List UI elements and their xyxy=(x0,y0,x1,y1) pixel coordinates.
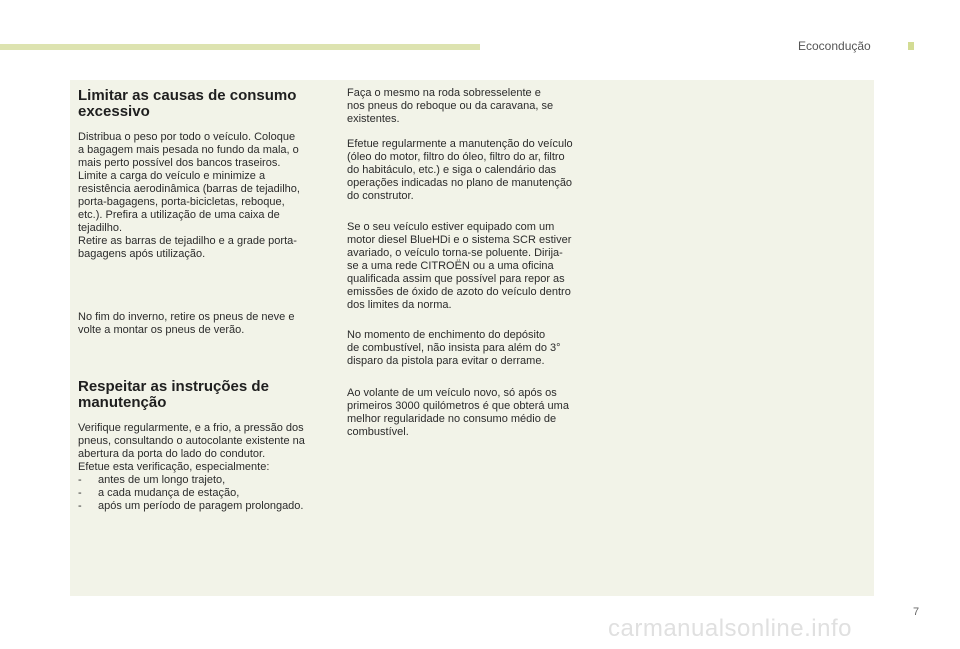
section-title: Ecocondução xyxy=(798,39,871,53)
paragraph-maintenance: Efetue regularmente a manutenção do veículo (óleo do motor, filtro do óleo, filtro do ar, filtro do habitáculo, etc.) e siga o calendário das operações indicadas no plano de manutenção do construtor. xyxy=(347,138,573,202)
left-column xyxy=(78,88,340,513)
bullet-list xyxy=(78,474,340,513)
right-column xyxy=(347,87,602,439)
paragraph-refuelling: No momento de enchimento do depósito de combustível, não insista para além do 3° disparo da pistola para evitar o derrame. xyxy=(347,329,561,367)
paragraph-spare-wheel: Faça o mesmo na roda sobresselente e nos pneus do reboque ou da caravana, se existentes. xyxy=(347,87,554,125)
watermark-text: carmanualsonline.info xyxy=(608,615,852,642)
paragraph-tyre-pressure: Verifique regularmente, e a frio, a pressão dos pneus, consultando o autocolante existente na abertura da porta do lado do condutor. Efetue esta verificação, especialmente: xyxy=(78,422,305,473)
list-item: - após um período de paragem prolongado. xyxy=(78,500,340,513)
heading-maintenance: Respeitar as instruções de manutenção xyxy=(78,378,269,411)
page-number: 7 xyxy=(913,606,920,618)
heading-consumption: Limitar as causas de consumo excessivo xyxy=(78,87,297,120)
paragraph-scr-system: Se o seu veículo estiver equipado com um motor diesel BlueHDi e o sistema SCR estiver avariado, o veículo torna-se poluente. Dirija- se a uma rede CITROËN ou a uma oficina qualificada assim que possível para repor as emissões de óxido de azoto do veículo dentro dos limites da norma. xyxy=(347,221,572,311)
content-panel xyxy=(70,80,874,596)
paragraph-tyres-season: No fim do inverno, retire os pneus de neve e volte a montar os pneus de verão. xyxy=(78,311,295,336)
paragraph-new-vehicle: Ao volante de um veículo novo, só após os primeiros 3000 quilómetros é que obterá uma melhor regularidade no consumo médio de combustível. xyxy=(347,387,569,438)
list-item: - a cada mudança de estação, xyxy=(78,487,340,500)
list-item: - antes de um longo trajeto, xyxy=(78,474,340,487)
header-accent-bar xyxy=(0,44,480,50)
section-marker xyxy=(908,42,914,50)
paragraph-weight: Distribua o peso por todo o veículo. Coloque a bagagem mais pesada no fundo da mala, o mais perto possível dos bancos traseiros. Limite a carga do veículo e minimize a resistência aerodinâmica (barras de tejadilho, porta-bagagens, porta-bicicletas, reboque, etc.). Prefira a utilização de uma caixa de tejadilho. Retire as barras de tejadilho e a grade porta- bagagens após utilização. xyxy=(78,131,300,260)
